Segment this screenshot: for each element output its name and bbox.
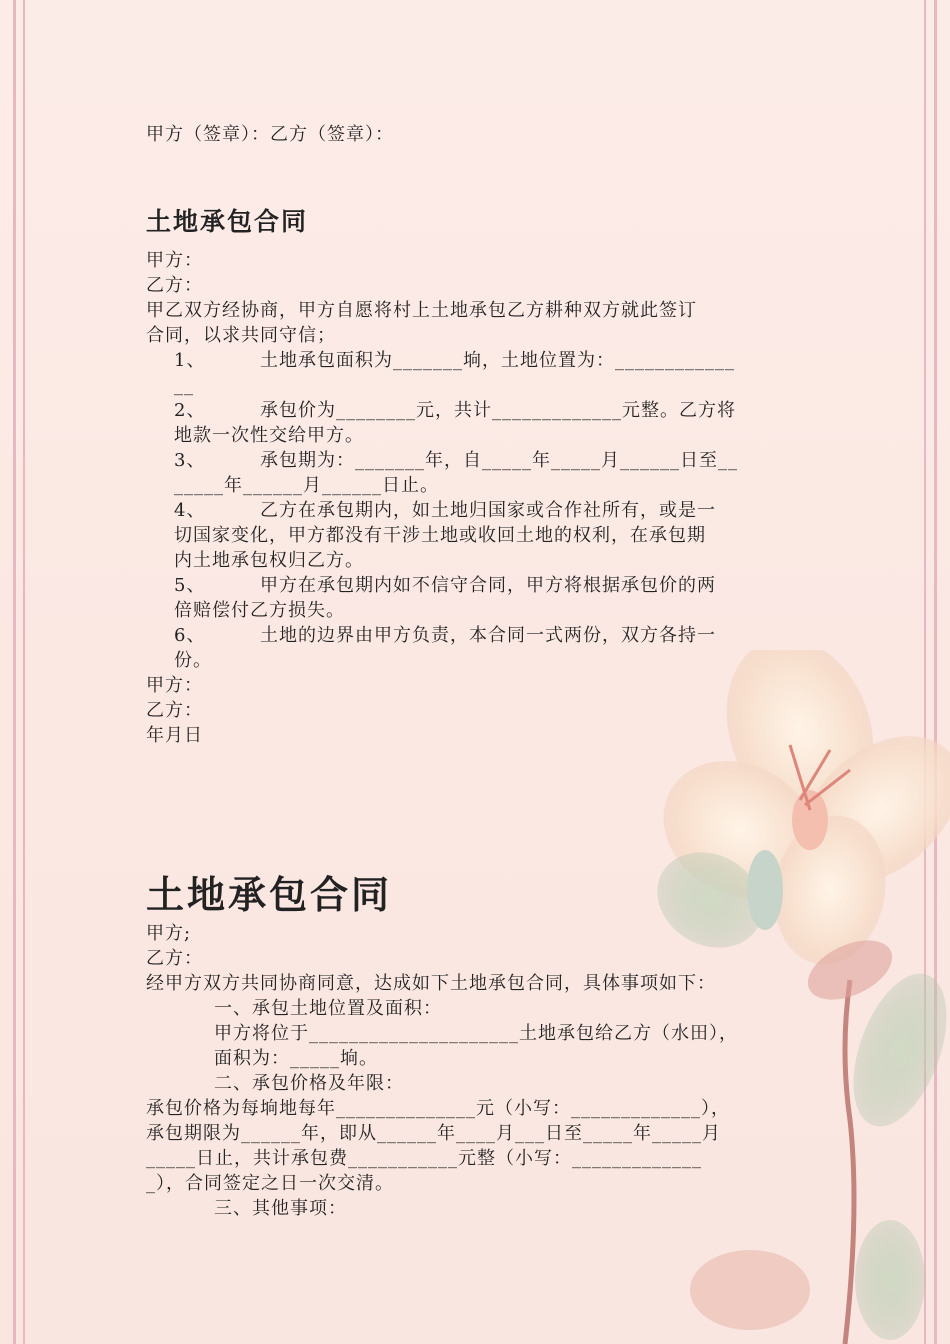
flower-illustration [600, 650, 950, 1344]
signature-line: 甲方（签章）：乙方（签章）： [146, 124, 394, 145]
contract1-party-b: 乙方： [146, 275, 203, 296]
section2-title: 二、承包价格及年限： [214, 1073, 404, 1094]
contract1-intro-line2: 合同，以求共同守信； [146, 325, 336, 346]
item-text-cont: 份。 [174, 650, 212, 671]
contract1-title: 土地承包合同 [146, 207, 309, 236]
item-text-cont: 地款一次性交给甲方。 [174, 425, 364, 446]
section2-line2: 承包期限为______年，即从______年____月___日至_____年_____月 [146, 1123, 721, 1144]
left-border-inner [23, 0, 25, 1344]
section3-title: 三、其他事项： [214, 1198, 347, 1219]
section2-line3: _____日止，共计承包费___________元整（小写：_____________ [146, 1148, 702, 1169]
section1-title: 一、承包土地位置及面积： [214, 998, 442, 1019]
item-text-cont: __ [174, 375, 194, 396]
item-number: 1、 [174, 350, 206, 371]
item-number: 4、 [174, 500, 206, 521]
item-number: 3、 [174, 450, 206, 471]
item-number: 5、 [174, 575, 206, 596]
section1-line1: 甲方将位于_____________________土地承包给乙方（水田）， [214, 1023, 738, 1044]
item-text: 乙方在承包期内，如土地归国家或合作社所有，或是一 [260, 500, 716, 521]
contract1-party-a: 甲方： [146, 250, 203, 271]
item-text-cont: 切国家变化，甲方都没有干涉土地或收回土地的权利，在承包期 [174, 525, 706, 546]
contract1-sign-a: 甲方： [146, 675, 203, 696]
item-number: 6、 [174, 625, 206, 646]
contract1-date: 年月日 [146, 725, 203, 746]
item-text-cont: _____年______月______日止。 [174, 475, 439, 496]
contract2-title: 土地承包合同 [146, 872, 393, 917]
left-border-outer [13, 0, 16, 1344]
item-text: 土地承包面积为_______垧，土地位置为：____________ [260, 350, 735, 371]
item-text: 承包价为________元，共计_____________元整。乙方将 [260, 400, 736, 421]
item-text-cont: 内土地承包权归乙方。 [174, 550, 364, 571]
contract2-party-b: 乙方： [146, 948, 203, 969]
section2-line1: 承包价格为每垧地每年______________元（小写：_____________）， [146, 1098, 730, 1119]
item-number: 2、 [174, 400, 206, 421]
contract1-sign-b: 乙方： [146, 700, 203, 721]
item-text: 承包期为：_______年，自_____年_____月______日至__ [260, 450, 738, 471]
contract1-intro-line1: 甲乙双方经协商，甲方自愿将村上土地承包乙方耕种双方就此签订 [146, 300, 697, 321]
item-text: 土地的边界由甲方负责，本合同一式两份，双方各持一 [260, 625, 716, 646]
item-text-cont: 倍赔偿付乙方损失。 [174, 600, 345, 621]
item-text: 甲方在承包期内如不信守合同，甲方将根据承包价的两 [260, 575, 716, 596]
contract2-party-a: 甲方; [146, 923, 192, 944]
section2-line4: _），合同签定之日一次交清。 [146, 1173, 394, 1194]
section1-line2: 面积为：_____垧。 [214, 1048, 378, 1069]
contract2-intro: 经甲方双方共同协商同意，达成如下土地承包合同，具体事项如下： [146, 973, 716, 994]
